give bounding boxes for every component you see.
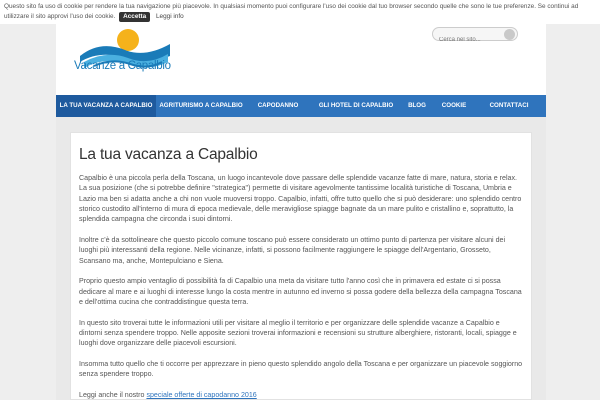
nav-item-agriturismo[interactable]: AGRITURISMO A CAPALBIO [159, 102, 243, 109]
nav-item-cookie[interactable]: COOKIE [441, 102, 467, 109]
cookie-accept-button[interactable]: Accetta [119, 12, 150, 23]
paragraph: Capalbio è una piccola perla della Toscana, un luogo incantevole dove passare delle splendide vacanze fatte di mare, natura, storia e relax. La sua posizione (che si potrebbe definire "strategica") permette di visitare agevolmente tantissime località turistiche di Toscana, Umbria e Lazio ma ben si adatta anche a chi non vuole muoversi troppo. Capalbio, infatti, offre tutto quello che si può desiderare: uno splendido centro storico custodito all'interno di mura di epoca medievale, delle meravigliose spiagge bagnate da un mare pulito e cristallino e, soprattutto, la splendida campagna che circonda i suoi dintorni. [79, 174, 522, 224]
nav-item-vacanza[interactable]: LA TUA VACANZA A CAPALBIO [56, 95, 156, 117]
search-input[interactable] [433, 34, 503, 46]
main-content [70, 132, 532, 400]
paragraph-last [79, 390, 523, 400]
last-prefix: Leggi anche il nostro [79, 391, 147, 400]
logo-text: Vacanze a Capalbio [74, 60, 171, 72]
paragraph: Proprio questo ampio ventaglio di possibilità fa di Capalbio una meta da visitare tutto l'anno così che in primavera ed estate ci si possa dedicare al mare e ai luoghi di interesse lungo la costa mentre in autunno ed inverno si possa godere della bellezza della campagna Toscana e dell'ottima cucina che contraddistingue questa terra. [79, 277, 522, 306]
logo-icon[interactable] [70, 26, 180, 86]
page-title: La tua vacanza a Capalbio [79, 146, 258, 163]
search-icon[interactable] [504, 29, 515, 40]
nav-item-blog[interactable]: BLOG [408, 102, 426, 109]
cookie-bar [0, 0, 600, 24]
main-nav [56, 95, 546, 117]
nav-item-contattaci[interactable]: CONTATTACI [489, 102, 529, 109]
nav-item-capodanno[interactable]: CAPODANNO [257, 102, 299, 109]
paragraph: Insomma tutto quello che ti occorre per apprezzare in pieno questo splendido angolo della Toscana e per organizzare un piacevole soggiorno senza spendere troppo. [79, 360, 523, 379]
paragraph: In questo sito troverai tutte le informazioni utili per visitare al meglio il territorio e per organizzare delle splendide vacanze a Capalbio e dintorni senza spendere troppo. Nelle apposite sezioni troverai informazioni e recensioni su strutture alberghiere, ristoranti, locali, spiagge e luoghi dove organizzare delle piacevoli escursioni. [79, 318, 517, 348]
site-wrapper [56, 0, 546, 400]
paragraph: Inoltre c'è da sottolineare che questo piccolo comune toscano può essere considerato un ottimo punto di partenza per visitare alcuni dei luoghi più interessanti della regione. Nelle vicinanze, infatti, si possono facilmente raggiungere le spiagge dell'Argentario, Grosseto, Scansano ma, anche, Montepulciano e Siena. [79, 235, 506, 265]
search-box [432, 27, 518, 41]
cookie-info-link[interactable]: Leggi info [156, 12, 184, 20]
offerte-capodanno-link[interactable]: speciale offerte di capodanno 2016 [146, 391, 257, 400]
cookie-message: Questo sito fa uso di cookie per rendere la tua navigazione più piacevole. In qualsiasi momento puoi configurare l'uso dei cookie dal tuo browser secondo quelle che sono le tue preferenze. Se continui ad utilizzare il sito approvi l'uso dei cookie. [4, 3, 579, 20]
nav-item-hotel[interactable]: GLI HOTEL DI CAPALBIO [318, 102, 394, 109]
